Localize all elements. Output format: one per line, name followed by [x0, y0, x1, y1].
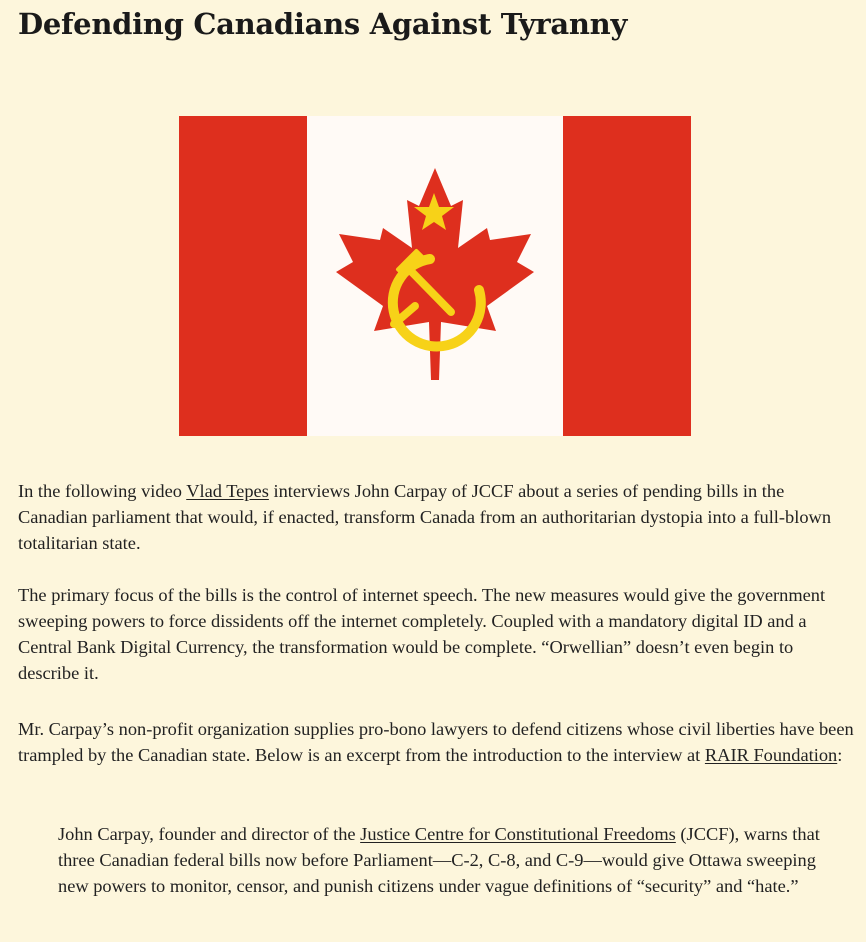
- flag-right-red-band: [563, 116, 691, 436]
- quote-text-end: (JCCF), warns that three Canadian federal bills now before Parliament—C-2, C-8, and C-9—would give Ottawa sweeping new powers to monitor, censor, and punish citizens under vague definitions of “security” and “hate.”: [58, 824, 820, 896]
- flag-image: [179, 116, 691, 436]
- intro-text-start: In the following video: [18, 481, 187, 501]
- intro-paragraph: [18, 478, 858, 556]
- carpay-paragraph: [18, 716, 858, 768]
- intro-text-end: interviews John Carpay of JCCF about a series of pending bills in the Canadian parliament that would, if enacted, transform Canada from an authoritarian dystopia into a full-blown totalitarian state.: [18, 481, 832, 553]
- carpay-text-end: :: [837, 745, 843, 765]
- vlad-tepes-link[interactable]: Vlad Tepes: [186, 481, 269, 501]
- focus-paragraph: The primary focus of the bills is the control of internet speech. The new measures would give the government sweeping powers to force dissidents off the internet completely. Coupled with a mandatory digital ID and a Central Bank Digital Currency, the transformation would be complete. “Orwellian” doesn’t even begin to describe it.: [18, 585, 826, 683]
- carpay-text-start: Mr. Carpay’s non-profit organization supplies pro-bono lawyers to defend citizens whose civil liberties have been trampled by the Canadian state. Below is an excerpt from the introduction to the interview at: [18, 719, 854, 765]
- jccf-link[interactable]: Justice Centre for Constitutional Freedoms: [360, 824, 676, 844]
- excerpt-blockquote: [58, 821, 848, 899]
- flag-left-red-band: [179, 116, 307, 436]
- quote-text-start: John Carpay, founder and director of the: [58, 824, 361, 844]
- rair-foundation-link[interactable]: RAIR Foundation: [704, 745, 838, 765]
- article-title: Defending Canadians Against Tyranny: [18, 7, 628, 41]
